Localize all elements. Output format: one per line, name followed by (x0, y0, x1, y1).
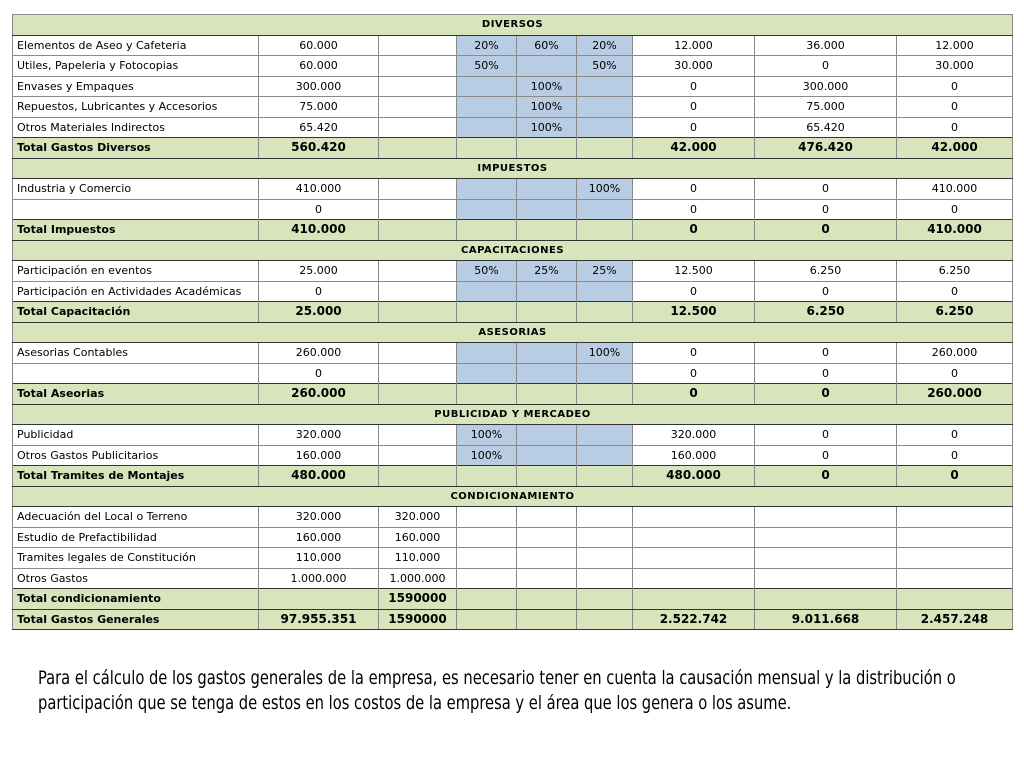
value-cell[interactable] (517, 548, 577, 569)
value-cell[interactable] (379, 425, 457, 446)
value-cell[interactable]: 0 (755, 384, 897, 405)
value-cell[interactable]: 0 (633, 281, 755, 302)
row-label-cell[interactable]: Total Tramites de Montajes (13, 466, 259, 487)
value-cell[interactable]: 0 (633, 384, 755, 405)
value-cell[interactable] (577, 384, 633, 405)
value-cell[interactable]: 0 (897, 76, 1013, 97)
value-cell[interactable]: 42.000 (897, 138, 1013, 159)
row-label-cell[interactable]: Envases y Empaques (13, 76, 259, 97)
value-cell[interactable]: 9.011.668 (755, 609, 897, 630)
grand-total-row (13, 609, 1013, 630)
value-cell[interactable]: 12.000 (633, 35, 755, 56)
section-header-row (13, 322, 1013, 343)
table-row (13, 97, 1013, 118)
row-label-cell[interactable]: Industria y Comercio (13, 179, 259, 200)
section-header-row (13, 158, 1013, 179)
value-cell[interactable] (457, 302, 517, 323)
value-cell[interactable]: 0 (755, 363, 897, 384)
value-cell[interactable]: 0 (755, 220, 897, 241)
value-cell[interactable]: 0 (897, 117, 1013, 138)
value-cell[interactable]: 100% (457, 445, 517, 466)
value-cell[interactable]: 0 (755, 343, 897, 364)
value-cell[interactable] (755, 548, 897, 569)
table-row (13, 568, 1013, 589)
value-cell[interactable]: 320.000 (379, 507, 457, 528)
value-cell[interactable]: 6.250 (755, 261, 897, 282)
value-cell[interactable]: 110.000 (379, 548, 457, 569)
row-label-cell[interactable]: Tramites legales de Constitución (13, 548, 259, 569)
value-cell[interactable] (457, 507, 517, 528)
value-cell[interactable] (457, 97, 517, 118)
value-cell[interactable] (517, 589, 577, 610)
value-cell[interactable] (517, 56, 577, 77)
value-cell[interactable] (379, 363, 457, 384)
section-title[interactable]: ASESORIAS (13, 322, 1013, 343)
value-cell[interactable]: 0 (633, 76, 755, 97)
value-cell[interactable] (755, 568, 897, 589)
value-cell[interactable] (379, 466, 457, 487)
value-cell[interactable]: 110.000 (259, 548, 379, 569)
value-cell[interactable] (457, 589, 517, 610)
row-label-cell[interactable]: Adecuación del Local o Terreno (13, 507, 259, 528)
value-cell[interactable]: 60% (517, 35, 577, 56)
value-cell[interactable] (517, 445, 577, 466)
value-cell[interactable] (577, 117, 633, 138)
value-cell[interactable]: 0 (897, 445, 1013, 466)
value-cell[interactable] (577, 466, 633, 487)
value-cell[interactable]: 410.000 (259, 179, 379, 200)
value-cell[interactable]: 65.420 (755, 117, 897, 138)
row-label-cell[interactable]: Elementos de Aseo y Cafeteria (13, 35, 259, 56)
row-label-cell[interactable]: Total Aseorias (13, 384, 259, 405)
total-row (13, 384, 1013, 405)
value-cell[interactable] (755, 589, 897, 610)
value-cell[interactable]: 480.000 (633, 466, 755, 487)
value-cell[interactable] (517, 363, 577, 384)
table-row (13, 179, 1013, 200)
value-cell[interactable]: 0 (633, 220, 755, 241)
value-cell[interactable]: 100% (517, 117, 577, 138)
value-cell[interactable] (379, 76, 457, 97)
value-cell[interactable]: 160.000 (259, 445, 379, 466)
value-cell[interactable]: 25.000 (259, 261, 379, 282)
value-cell[interactable]: 0 (755, 445, 897, 466)
value-cell[interactable] (577, 527, 633, 548)
value-cell[interactable] (457, 466, 517, 487)
value-cell[interactable]: 300.000 (259, 76, 379, 97)
value-cell[interactable]: 12.500 (633, 302, 755, 323)
value-cell[interactable]: 410.000 (897, 179, 1013, 200)
table-row (13, 56, 1013, 77)
value-cell[interactable]: 100% (517, 97, 577, 118)
total-row (13, 220, 1013, 241)
value-cell[interactable]: 50% (457, 261, 517, 282)
value-cell[interactable]: 0 (633, 363, 755, 384)
value-cell[interactable] (517, 507, 577, 528)
value-cell[interactable]: 65.420 (259, 117, 379, 138)
value-cell[interactable]: 320.000 (633, 425, 755, 446)
general-expenses-table (12, 14, 1013, 630)
section-title[interactable]: DIVERSOS (13, 15, 1013, 36)
row-label-cell[interactable] (13, 363, 259, 384)
value-cell[interactable] (897, 589, 1013, 610)
value-cell[interactable]: 2.457.248 (897, 609, 1013, 630)
value-cell[interactable]: 12.500 (633, 261, 755, 282)
value-cell[interactable]: 0 (897, 199, 1013, 220)
value-cell[interactable]: 25% (517, 261, 577, 282)
value-cell[interactable]: 6.250 (897, 261, 1013, 282)
value-cell[interactable] (259, 589, 379, 610)
value-cell[interactable]: 50% (457, 56, 517, 77)
value-cell[interactable]: 0 (633, 179, 755, 200)
value-cell[interactable]: 42.000 (633, 138, 755, 159)
value-cell[interactable] (457, 384, 517, 405)
value-cell[interactable] (577, 609, 633, 630)
value-cell[interactable]: 60.000 (259, 56, 379, 77)
table-row (13, 527, 1013, 548)
value-cell[interactable]: 300.000 (755, 76, 897, 97)
value-cell[interactable]: 1590000 (379, 589, 457, 610)
value-cell[interactable] (897, 527, 1013, 548)
value-cell[interactable]: 50% (577, 56, 633, 77)
value-cell[interactable] (457, 363, 517, 384)
value-cell[interactable]: 410.000 (897, 220, 1013, 241)
value-cell[interactable]: 2.522.742 (633, 609, 755, 630)
value-cell[interactable] (517, 466, 577, 487)
value-cell[interactable]: 100% (517, 76, 577, 97)
table-row (13, 445, 1013, 466)
value-cell[interactable] (633, 548, 755, 569)
value-cell[interactable] (517, 199, 577, 220)
row-label-cell[interactable]: Otros Gastos (13, 568, 259, 589)
total-row (13, 466, 1013, 487)
value-cell[interactable]: 0 (259, 281, 379, 302)
value-cell[interactable] (457, 138, 517, 159)
table-row (13, 548, 1013, 569)
value-cell[interactable] (457, 343, 517, 364)
value-cell[interactable]: 20% (457, 35, 517, 56)
value-cell[interactable]: 100% (577, 343, 633, 364)
row-label-cell[interactable]: Total Capacitación (13, 302, 259, 323)
value-cell[interactable] (517, 138, 577, 159)
table-row (13, 76, 1013, 97)
section-header-row (13, 404, 1013, 425)
total-row (13, 138, 1013, 159)
row-label-cell[interactable]: Asesorias Contables (13, 343, 259, 364)
table-row (13, 281, 1013, 302)
caption-text: Para el cálculo de los gastos generales de la empresa, es necesario tener en cuenta la causación mensual y la distribución o participación que se tenga de estos en los costos de la empresa y el área que los genera o los asume. (38, 667, 956, 714)
value-cell[interactable]: 160.000 (259, 527, 379, 548)
value-cell[interactable] (457, 76, 517, 97)
section-header-row (13, 486, 1013, 507)
value-cell[interactable] (633, 527, 755, 548)
value-cell[interactable] (379, 302, 457, 323)
value-cell[interactable]: 100% (577, 179, 633, 200)
value-cell[interactable] (457, 117, 517, 138)
value-cell[interactable] (517, 302, 577, 323)
value-cell[interactable]: 0 (755, 179, 897, 200)
value-cell[interactable]: 6.250 (897, 302, 1013, 323)
value-cell[interactable] (577, 199, 633, 220)
value-cell[interactable] (517, 609, 577, 630)
value-cell[interactable]: 100% (457, 425, 517, 446)
value-cell[interactable]: 0 (897, 425, 1013, 446)
value-cell[interactable] (457, 281, 517, 302)
value-cell[interactable]: 0 (755, 425, 897, 446)
section-title[interactable]: PUBLICIDAD Y MERCADEO (13, 404, 1013, 425)
value-cell[interactable] (897, 548, 1013, 569)
value-cell[interactable] (577, 568, 633, 589)
value-cell[interactable]: 476.420 (755, 138, 897, 159)
value-cell[interactable] (457, 199, 517, 220)
value-cell[interactable]: 0 (633, 97, 755, 118)
value-cell[interactable] (517, 220, 577, 241)
value-cell[interactable] (577, 281, 633, 302)
value-cell[interactable]: 97.955.351 (259, 609, 379, 630)
table-row (13, 117, 1013, 138)
value-cell[interactable]: 1590000 (379, 609, 457, 630)
value-cell[interactable] (517, 384, 577, 405)
value-cell[interactable]: 60.000 (259, 35, 379, 56)
value-cell[interactable] (379, 199, 457, 220)
value-cell[interactable] (379, 117, 457, 138)
value-cell[interactable]: 260.000 (259, 384, 379, 405)
value-cell[interactable]: 0 (633, 199, 755, 220)
value-cell[interactable] (517, 568, 577, 589)
value-cell[interactable] (379, 445, 457, 466)
value-cell[interactable]: 75.000 (259, 97, 379, 118)
table-row (13, 363, 1013, 384)
value-cell[interactable] (755, 527, 897, 548)
value-cell[interactable] (633, 507, 755, 528)
value-cell[interactable] (379, 97, 457, 118)
value-cell[interactable]: 30.000 (897, 56, 1013, 77)
table-row (13, 343, 1013, 364)
value-cell[interactable] (897, 507, 1013, 528)
value-cell[interactable]: 260.000 (259, 343, 379, 364)
value-cell[interactable] (457, 568, 517, 589)
value-cell[interactable] (577, 97, 633, 118)
value-cell[interactable] (577, 507, 633, 528)
value-cell[interactable]: 560.420 (259, 138, 379, 159)
value-cell[interactable]: 160.000 (633, 445, 755, 466)
value-cell[interactable]: 260.000 (897, 343, 1013, 364)
value-cell[interactable] (517, 425, 577, 446)
value-cell[interactable]: 0 (755, 56, 897, 77)
value-cell[interactable]: 75.000 (755, 97, 897, 118)
value-cell[interactable]: 25% (577, 261, 633, 282)
table-row (13, 261, 1013, 282)
value-cell[interactable]: 0 (755, 199, 897, 220)
row-label-cell[interactable]: Publicidad (13, 425, 259, 446)
value-cell[interactable] (577, 76, 633, 97)
value-cell[interactable]: 0 (633, 343, 755, 364)
value-cell[interactable] (457, 527, 517, 548)
section-title[interactable]: IMPUESTOS (13, 158, 1013, 179)
row-label-cell[interactable]: Utiles, Papeleria y Fotocopias (13, 56, 259, 77)
value-cell[interactable]: 410.000 (259, 220, 379, 241)
value-cell[interactable] (379, 56, 457, 77)
value-cell[interactable] (517, 343, 577, 364)
value-cell[interactable]: 0 (897, 466, 1013, 487)
row-label-cell[interactable]: Participación en eventos (13, 261, 259, 282)
value-cell[interactable] (457, 220, 517, 241)
table-row (13, 425, 1013, 446)
value-cell[interactable]: 1.000.000 (259, 568, 379, 589)
value-cell[interactable] (517, 179, 577, 200)
value-cell[interactable] (379, 220, 457, 241)
value-cell[interactable]: 1.000.000 (379, 568, 457, 589)
row-label-cell[interactable]: Otros Gastos Publicitarios (13, 445, 259, 466)
row-label-cell[interactable]: Repuestos, Lubricantes y Accesorios (13, 97, 259, 118)
value-cell[interactable]: 0 (633, 117, 755, 138)
value-cell[interactable] (379, 281, 457, 302)
value-cell[interactable]: 36.000 (755, 35, 897, 56)
value-cell[interactable]: 480.000 (259, 466, 379, 487)
section-title[interactable]: CAPACITACIONES (13, 240, 1013, 261)
value-cell[interactable]: 0 (259, 199, 379, 220)
value-cell[interactable]: 0 (755, 281, 897, 302)
total-row (13, 302, 1013, 323)
value-cell[interactable] (379, 384, 457, 405)
section-title[interactable]: CONDICIONAMIENTO (13, 486, 1013, 507)
value-cell[interactable] (577, 548, 633, 569)
value-cell[interactable] (577, 302, 633, 323)
value-cell[interactable]: 0 (897, 363, 1013, 384)
value-cell[interactable] (897, 568, 1013, 589)
value-cell[interactable]: 12.000 (897, 35, 1013, 56)
value-cell[interactable] (577, 589, 633, 610)
value-cell[interactable]: 160.000 (379, 527, 457, 548)
row-label-cell[interactable] (13, 199, 259, 220)
value-cell[interactable]: 0 (897, 97, 1013, 118)
value-cell[interactable] (577, 138, 633, 159)
total-row (13, 589, 1013, 610)
table-row (13, 507, 1013, 528)
section-header-row (13, 240, 1013, 261)
value-cell[interactable] (379, 179, 457, 200)
value-cell[interactable] (633, 589, 755, 610)
value-cell[interactable] (457, 609, 517, 630)
value-cell[interactable] (577, 363, 633, 384)
value-cell[interactable]: 320.000 (259, 425, 379, 446)
value-cell[interactable] (755, 507, 897, 528)
value-cell[interactable] (577, 220, 633, 241)
value-cell[interactable]: 260.000 (897, 384, 1013, 405)
row-label-cell[interactable]: Total Gastos Diversos (13, 138, 259, 159)
value-cell[interactable]: 0 (897, 281, 1013, 302)
row-label-cell[interactable]: Participación en Actividades Académicas (13, 281, 259, 302)
row-label-cell[interactable]: Total Impuestos (13, 220, 259, 241)
row-label-cell[interactable]: Total condicionamiento (13, 589, 259, 610)
value-cell[interactable]: 320.000 (259, 507, 379, 528)
value-cell[interactable] (379, 138, 457, 159)
value-cell[interactable]: 25.000 (259, 302, 379, 323)
value-cell[interactable] (517, 527, 577, 548)
value-cell[interactable] (379, 261, 457, 282)
table-row (13, 35, 1013, 56)
value-cell[interactable]: 30.000 (633, 56, 755, 77)
table-row (13, 199, 1013, 220)
value-cell[interactable] (457, 179, 517, 200)
value-cell[interactable] (379, 343, 457, 364)
value-cell[interactable]: 0 (259, 363, 379, 384)
row-label-cell[interactable]: Otros Materiales Indirectos (13, 117, 259, 138)
value-cell[interactable] (379, 35, 457, 56)
row-label-cell[interactable]: Total Gastos Generales (13, 609, 259, 630)
value-cell[interactable]: 20% (577, 35, 633, 56)
value-cell[interactable]: 0 (755, 466, 897, 487)
value-cell[interactable] (577, 425, 633, 446)
value-cell[interactable] (457, 548, 517, 569)
section-header-row (13, 15, 1013, 36)
value-cell[interactable] (633, 568, 755, 589)
row-label-cell[interactable]: Estudio de Prefactibilidad (13, 527, 259, 548)
value-cell[interactable] (517, 281, 577, 302)
value-cell[interactable]: 6.250 (755, 302, 897, 323)
value-cell[interactable] (577, 445, 633, 466)
